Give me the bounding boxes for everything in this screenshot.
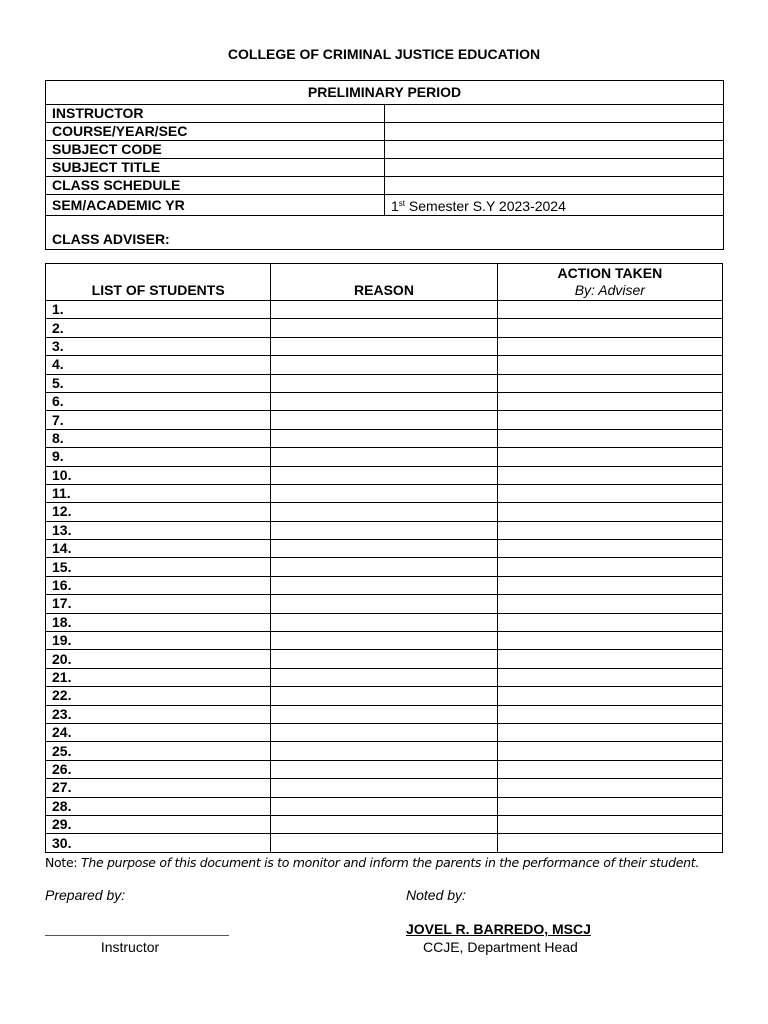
reason-cell[interactable] bbox=[271, 301, 497, 319]
reason-cell[interactable] bbox=[271, 319, 497, 337]
student-name-cell[interactable]: 29. bbox=[46, 815, 271, 833]
table-row bbox=[46, 742, 723, 760]
table-row bbox=[46, 319, 723, 337]
student-name-cell[interactable]: 12. bbox=[46, 503, 271, 521]
action-taken-cell[interactable] bbox=[497, 834, 722, 852]
action-taken-cell[interactable] bbox=[497, 466, 722, 484]
action-taken-cell[interactable] bbox=[497, 576, 722, 594]
table-row bbox=[46, 411, 723, 429]
student-name-cell[interactable]: 28. bbox=[46, 797, 271, 815]
subject-title-label: SUBJECT TITLE bbox=[46, 159, 385, 177]
student-name-cell[interactable]: 3. bbox=[46, 337, 271, 355]
subject-title-field[interactable] bbox=[385, 159, 724, 177]
action-taken-cell[interactable] bbox=[497, 613, 722, 631]
class-info-table bbox=[45, 80, 724, 250]
table-row bbox=[46, 760, 723, 778]
signature-line[interactable] bbox=[45, 935, 229, 936]
reason-cell[interactable] bbox=[271, 705, 497, 723]
student-name-cell[interactable]: 25. bbox=[46, 742, 271, 760]
table-row bbox=[46, 521, 723, 539]
reason-header: REASON bbox=[271, 264, 497, 301]
reason-cell[interactable] bbox=[271, 429, 497, 447]
student-name-cell[interactable]: 23. bbox=[46, 705, 271, 723]
table-row bbox=[46, 466, 723, 484]
student-name-cell[interactable]: 15. bbox=[46, 558, 271, 576]
reason-cell[interactable] bbox=[271, 521, 497, 539]
table-row bbox=[46, 429, 723, 447]
action-taken-cell[interactable] bbox=[497, 448, 722, 466]
student-name-cell[interactable]: 2. bbox=[46, 319, 271, 337]
action-taken-cell[interactable] bbox=[497, 411, 722, 429]
action-taken-cell[interactable] bbox=[497, 650, 722, 668]
action-taken-cell[interactable] bbox=[497, 687, 722, 705]
action-taken-header bbox=[497, 264, 722, 301]
action-taken-cell[interactable] bbox=[497, 558, 722, 576]
action-taken-cell[interactable] bbox=[497, 815, 722, 833]
table-row bbox=[46, 540, 723, 558]
student-name-cell[interactable]: 18. bbox=[46, 613, 271, 631]
student-name-cell[interactable]: 30. bbox=[46, 834, 271, 852]
class-schedule-field[interactable] bbox=[385, 177, 724, 195]
action-taken-cell[interactable] bbox=[497, 392, 722, 410]
table-row bbox=[46, 448, 723, 466]
action-taken-cell[interactable] bbox=[497, 595, 722, 613]
student-name-cell[interactable]: 24. bbox=[46, 723, 271, 741]
instructor-role: Instructor bbox=[100, 939, 160, 955]
action-taken-cell[interactable] bbox=[497, 503, 722, 521]
table-row bbox=[46, 595, 723, 613]
page-title: COLLEGE OF CRIMINAL JUSTICE EDUCATION bbox=[227, 46, 541, 62]
action-taken-cell[interactable] bbox=[497, 301, 722, 319]
student-name-cell[interactable]: 21. bbox=[46, 668, 271, 686]
student-name-cell[interactable]: 9. bbox=[46, 448, 271, 466]
sem-academic-yr-label: SEM/ACADEMIC YR bbox=[46, 195, 385, 216]
noted-by-label: Noted by: bbox=[406, 887, 466, 903]
department-head-name: JOVEL R. BARREDO, MSCJ bbox=[406, 921, 591, 937]
reason-cell[interactable] bbox=[271, 466, 497, 484]
reason-cell[interactable] bbox=[271, 613, 497, 631]
student-name-cell[interactable]: 19. bbox=[46, 632, 271, 650]
table-row bbox=[46, 687, 723, 705]
reason-cell[interactable] bbox=[271, 411, 497, 429]
reason-cell[interactable] bbox=[271, 650, 497, 668]
course-year-sec-field[interactable] bbox=[385, 123, 724, 141]
action-taken-cell[interactable] bbox=[497, 705, 722, 723]
reason-cell[interactable] bbox=[271, 797, 497, 815]
table-row bbox=[46, 650, 723, 668]
students-table bbox=[45, 263, 723, 853]
course-year-sec-label: COURSE/YEAR/SEC bbox=[46, 123, 385, 141]
table-row bbox=[46, 668, 723, 686]
action-taken-cell[interactable] bbox=[497, 632, 722, 650]
action-taken-cell[interactable] bbox=[497, 779, 722, 797]
table-row bbox=[46, 779, 723, 797]
table-row bbox=[46, 723, 723, 741]
student-name-cell[interactable]: 11. bbox=[46, 484, 271, 502]
student-name-cell[interactable]: 13. bbox=[46, 521, 271, 539]
reason-cell[interactable] bbox=[271, 779, 497, 797]
class-schedule-label: CLASS SCHEDULE bbox=[46, 177, 385, 195]
action-taken-cell[interactable] bbox=[497, 668, 722, 686]
action-taken-cell[interactable] bbox=[497, 742, 722, 760]
student-name-cell[interactable]: 5. bbox=[46, 374, 271, 392]
student-name-cell[interactable]: 17. bbox=[46, 595, 271, 613]
list-of-students-header: LIST OF STUDENTS bbox=[46, 264, 271, 301]
subject-code-field[interactable] bbox=[385, 141, 724, 159]
student-name-cell[interactable]: 20. bbox=[46, 650, 271, 668]
reason-cell[interactable] bbox=[271, 392, 497, 410]
action-taken-cell[interactable] bbox=[497, 319, 722, 337]
table-row bbox=[46, 815, 723, 833]
prepared-by-label: Prepared by: bbox=[45, 887, 126, 903]
action-taken-cell[interactable] bbox=[497, 760, 722, 778]
table-row bbox=[46, 576, 723, 594]
sem-number: 1 bbox=[391, 198, 399, 214]
subject-code-label: SUBJECT CODE bbox=[46, 141, 385, 159]
student-name-cell[interactable]: 16. bbox=[46, 576, 271, 594]
reason-cell[interactable] bbox=[271, 815, 497, 833]
class-adviser-label: CLASS ADVISER: bbox=[46, 216, 724, 250]
reason-cell[interactable] bbox=[271, 834, 497, 852]
action-taken-cell[interactable] bbox=[497, 356, 722, 374]
note-label: Note: bbox=[45, 855, 81, 870]
table-row bbox=[46, 484, 723, 502]
action-taken-cell[interactable] bbox=[497, 521, 722, 539]
sem-text: Semester S.Y 2023-2024 bbox=[405, 198, 566, 214]
student-name-cell[interactable]: 6. bbox=[46, 392, 271, 410]
table-row bbox=[46, 356, 723, 374]
student-name-cell[interactable]: 14. bbox=[46, 540, 271, 558]
table-row bbox=[46, 374, 723, 392]
note bbox=[45, 855, 699, 870]
reason-cell[interactable] bbox=[271, 558, 497, 576]
student-name-cell[interactable]: 1. bbox=[46, 301, 271, 319]
reason-cell[interactable] bbox=[271, 503, 497, 521]
table-row bbox=[46, 632, 723, 650]
table-row bbox=[46, 797, 723, 815]
action-taken-subtitle: By: Adviser bbox=[574, 282, 645, 298]
reason-cell[interactable] bbox=[271, 668, 497, 686]
action-taken-cell[interactable] bbox=[497, 797, 722, 815]
table-row bbox=[46, 392, 723, 410]
action-taken-title: ACTION TAKEN bbox=[557, 265, 663, 281]
student-name-cell[interactable]: 4. bbox=[46, 356, 271, 374]
reason-cell[interactable] bbox=[271, 484, 497, 502]
reason-cell[interactable] bbox=[271, 595, 497, 613]
period-heading: PRELIMINARY PERIOD bbox=[46, 81, 724, 105]
student-name-cell[interactable]: 8. bbox=[46, 429, 271, 447]
action-taken-cell[interactable] bbox=[497, 429, 722, 447]
sem-academic-yr-field[interactable] bbox=[385, 195, 724, 216]
action-taken-cell[interactable] bbox=[497, 484, 722, 502]
reason-cell[interactable] bbox=[271, 448, 497, 466]
table-row bbox=[46, 558, 723, 576]
student-name-cell[interactable]: 27. bbox=[46, 779, 271, 797]
student-name-cell[interactable]: 10. bbox=[46, 466, 271, 484]
action-taken-cell[interactable] bbox=[497, 540, 722, 558]
reason-cell[interactable] bbox=[271, 632, 497, 650]
reason-cell[interactable] bbox=[271, 540, 497, 558]
student-name-cell[interactable]: 26. bbox=[46, 760, 271, 778]
table-row bbox=[46, 301, 723, 319]
action-taken-cell[interactable] bbox=[497, 374, 722, 392]
reason-cell[interactable] bbox=[271, 687, 497, 705]
student-name-cell[interactable]: 7. bbox=[46, 411, 271, 429]
reason-cell[interactable] bbox=[271, 723, 497, 741]
student-name-cell[interactable]: 22. bbox=[46, 687, 271, 705]
reason-cell[interactable] bbox=[271, 356, 497, 374]
reason-cell[interactable] bbox=[271, 576, 497, 594]
instructor-label: INSTRUCTOR bbox=[46, 105, 385, 123]
reason-cell[interactable] bbox=[271, 337, 497, 355]
table-row bbox=[46, 705, 723, 723]
action-taken-cell[interactable] bbox=[497, 723, 722, 741]
table-row bbox=[46, 503, 723, 521]
department-head-role: CCJE, Department Head bbox=[423, 939, 578, 955]
reason-cell[interactable] bbox=[271, 374, 497, 392]
table-row bbox=[46, 613, 723, 631]
instructor-field[interactable] bbox=[385, 105, 724, 123]
table-row bbox=[46, 337, 723, 355]
reason-cell[interactable] bbox=[271, 742, 497, 760]
table-row bbox=[46, 834, 723, 852]
reason-cell[interactable] bbox=[271, 760, 497, 778]
note-text: The purpose of this document is to monitor and inform the parents in the performance of their student. bbox=[80, 855, 699, 870]
action-taken-cell[interactable] bbox=[497, 337, 722, 355]
sem-ordinal: st bbox=[398, 199, 406, 208]
